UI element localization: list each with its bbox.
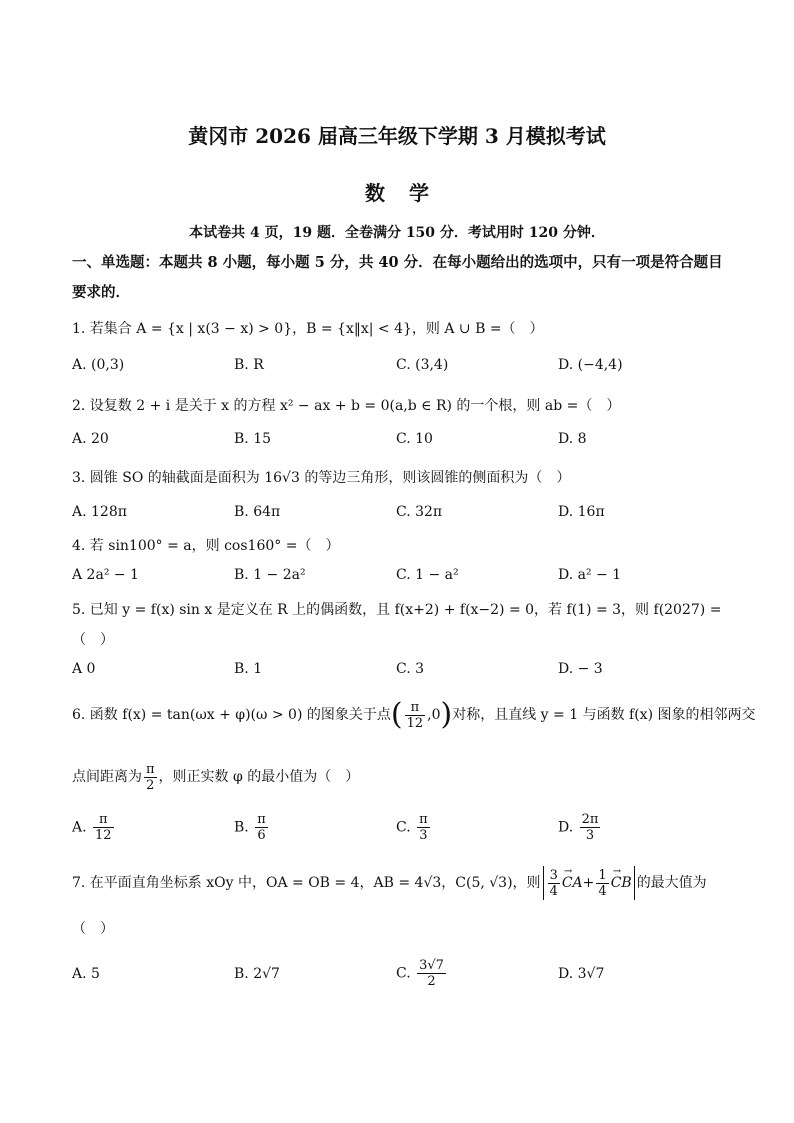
option-d (558, 812, 602, 843)
question-5-stem-line1: 5. 已知 y = f(x) sin x 是定义在 R 上的偶函数，且 f(x+2) + f(x−2) = 0，若 f(1) = 3，则 f(2027) = (72, 602, 722, 618)
option-b: B. 15 (234, 431, 272, 447)
fraction-numerator: π (257, 812, 266, 827)
subject-char: 学 (409, 181, 429, 205)
option-c (396, 958, 448, 989)
fraction-numerator: π (146, 761, 155, 777)
fraction-denominator: 12 (406, 715, 424, 731)
question-2-options (72, 431, 732, 461)
option-c: C. 32π (396, 504, 443, 520)
question-4-stem: 4. 若 sin100° = a，则 cos160° =（ ） (72, 538, 340, 554)
option-c: C. 1 − a² (396, 567, 459, 583)
option-a: A. 128π (72, 504, 127, 520)
question-6-stem-line2 (72, 758, 359, 796)
section-heading: 一、单选题：本题共 8 小题，每小题 5 分，共 40 分．在每小题给出的选项中，只有一项是符合题目要求的． (72, 254, 723, 301)
option-d: D. a² − 1 (558, 567, 622, 583)
option-label: C. (396, 819, 411, 836)
vector-cb: → CB (611, 864, 632, 902)
q7-text-1: 7. 在平面直角坐标系 xOy 中，OA = OB = 4，AB = 4√3，C(5, √3)，则 (72, 875, 541, 891)
option-b: B. 2√7 (234, 966, 280, 982)
option-d: D. (−4,4) (558, 357, 623, 373)
option-a: A. 20 (72, 431, 109, 447)
vector-ca: → CA (562, 864, 583, 902)
fraction-denominator: 3 (419, 828, 428, 843)
option-a: A. 5 (72, 966, 100, 982)
fraction-denominator: 3 (585, 828, 595, 843)
option-c (396, 812, 432, 843)
question-1-stem: 1. 若集合 A = {x | x(3 − x) > 0}，B = {x‖x| < 4}，则 A ∪ B =（ ） (72, 321, 544, 337)
fraction-numerator: π (93, 812, 114, 828)
q6-text-3: 点间距离为 (72, 769, 142, 785)
question-2-stem: 2. 设复数 2 + i 是关于 x 的方程 x² − ax + b = 0(a,b ∈ R) 的一个根，则 ab =（ ） (72, 398, 621, 414)
exam-title: 黄冈市 2026 届高三年级下学期 3 月模拟考试 (188, 124, 606, 148)
option-c: C. 10 (396, 431, 433, 447)
abs-bar-left (543, 866, 544, 900)
q6-point-tail: ,0 (427, 707, 441, 723)
q6-text-2: 对称，且直线 y = 1 与函数 f(x) 图象的相邻两交 (452, 707, 756, 723)
subject-heading (0, 177, 794, 206)
option-d: D. 8 (558, 431, 587, 447)
question-7-stem-line1 (72, 864, 707, 902)
fraction-denominator: 2 (427, 974, 436, 989)
plus-sign: + (582, 875, 595, 891)
fraction-numerator: π (405, 700, 426, 716)
option-b (234, 812, 270, 843)
fraction-numerator: 2π (581, 812, 599, 827)
exam-note: 本试卷共 4 页，19 题．全卷满分 150 分．考试用时 120 分钟． (189, 225, 605, 241)
option-a: A 2a² − 1 (72, 567, 139, 583)
question-6-options (72, 812, 732, 850)
q6-text-4: ，则正实数 φ 的最小值为（ ） (158, 769, 360, 785)
fraction-denominator: 2 (146, 777, 155, 793)
fraction-denominator: 12 (95, 828, 112, 843)
option-c: C. (3,4) (396, 357, 449, 373)
option-b: B. R (234, 357, 264, 373)
fraction (93, 812, 114, 843)
option-d: D. 3√7 (558, 966, 605, 982)
option-b: B. 1 − 2a² (234, 567, 306, 583)
fraction (417, 958, 446, 989)
question-3-options (72, 504, 732, 534)
fraction (144, 762, 157, 793)
option-d: D. 16π (558, 504, 605, 520)
fraction (596, 868, 608, 899)
question-1-options (72, 357, 732, 387)
fraction-denominator: 4 (549, 883, 558, 899)
fraction (417, 812, 430, 843)
left-paren: ( (390, 697, 403, 732)
option-a (72, 812, 116, 843)
q7-text-2: 的最大值为 (636, 875, 707, 891)
option-a: A 0 (72, 661, 96, 677)
question-4-options (72, 567, 732, 597)
fraction (255, 812, 268, 843)
question-7-stem-line2: （ ） (72, 921, 114, 937)
right-paren: ) (440, 697, 453, 732)
fraction-numerator: 3√7 (419, 958, 444, 973)
option-c: C. 3 (396, 661, 425, 677)
abs-bar-right (634, 866, 635, 900)
question-7-options (72, 958, 732, 998)
fraction-numerator: π (419, 812, 428, 827)
question-6-stem-line1 (72, 696, 755, 734)
fraction-numerator: 3 (549, 867, 558, 883)
question-5-stem-line2: （ ） (72, 632, 114, 648)
option-a: A. (0,3) (72, 357, 125, 373)
fraction (580, 812, 601, 843)
q6-text-1: 6. 函数 f(x) = tan(ωx + φ)(ω > 0) 的图象关于点 (72, 707, 391, 723)
fraction (548, 868, 560, 899)
fraction-denominator: 6 (257, 828, 266, 843)
option-label: A. (72, 819, 87, 836)
fraction-numerator: 1 (598, 867, 607, 883)
question-3-stem: 3. 圆锥 SO 的轴截面是面积为 16√3 的等边三角形，则该圆锥的侧面积为（ ） (72, 470, 571, 486)
option-label: B. (234, 819, 249, 836)
fraction (405, 700, 426, 731)
option-d: D. − 3 (558, 661, 603, 677)
subject-char: 数 (365, 181, 385, 205)
option-label: D. (558, 819, 574, 836)
option-b: B. 1 (234, 661, 263, 677)
question-5-options (72, 661, 732, 691)
option-b: B. 64π (234, 504, 281, 520)
fraction-denominator: 4 (598, 883, 607, 899)
option-label: C. (396, 965, 411, 982)
